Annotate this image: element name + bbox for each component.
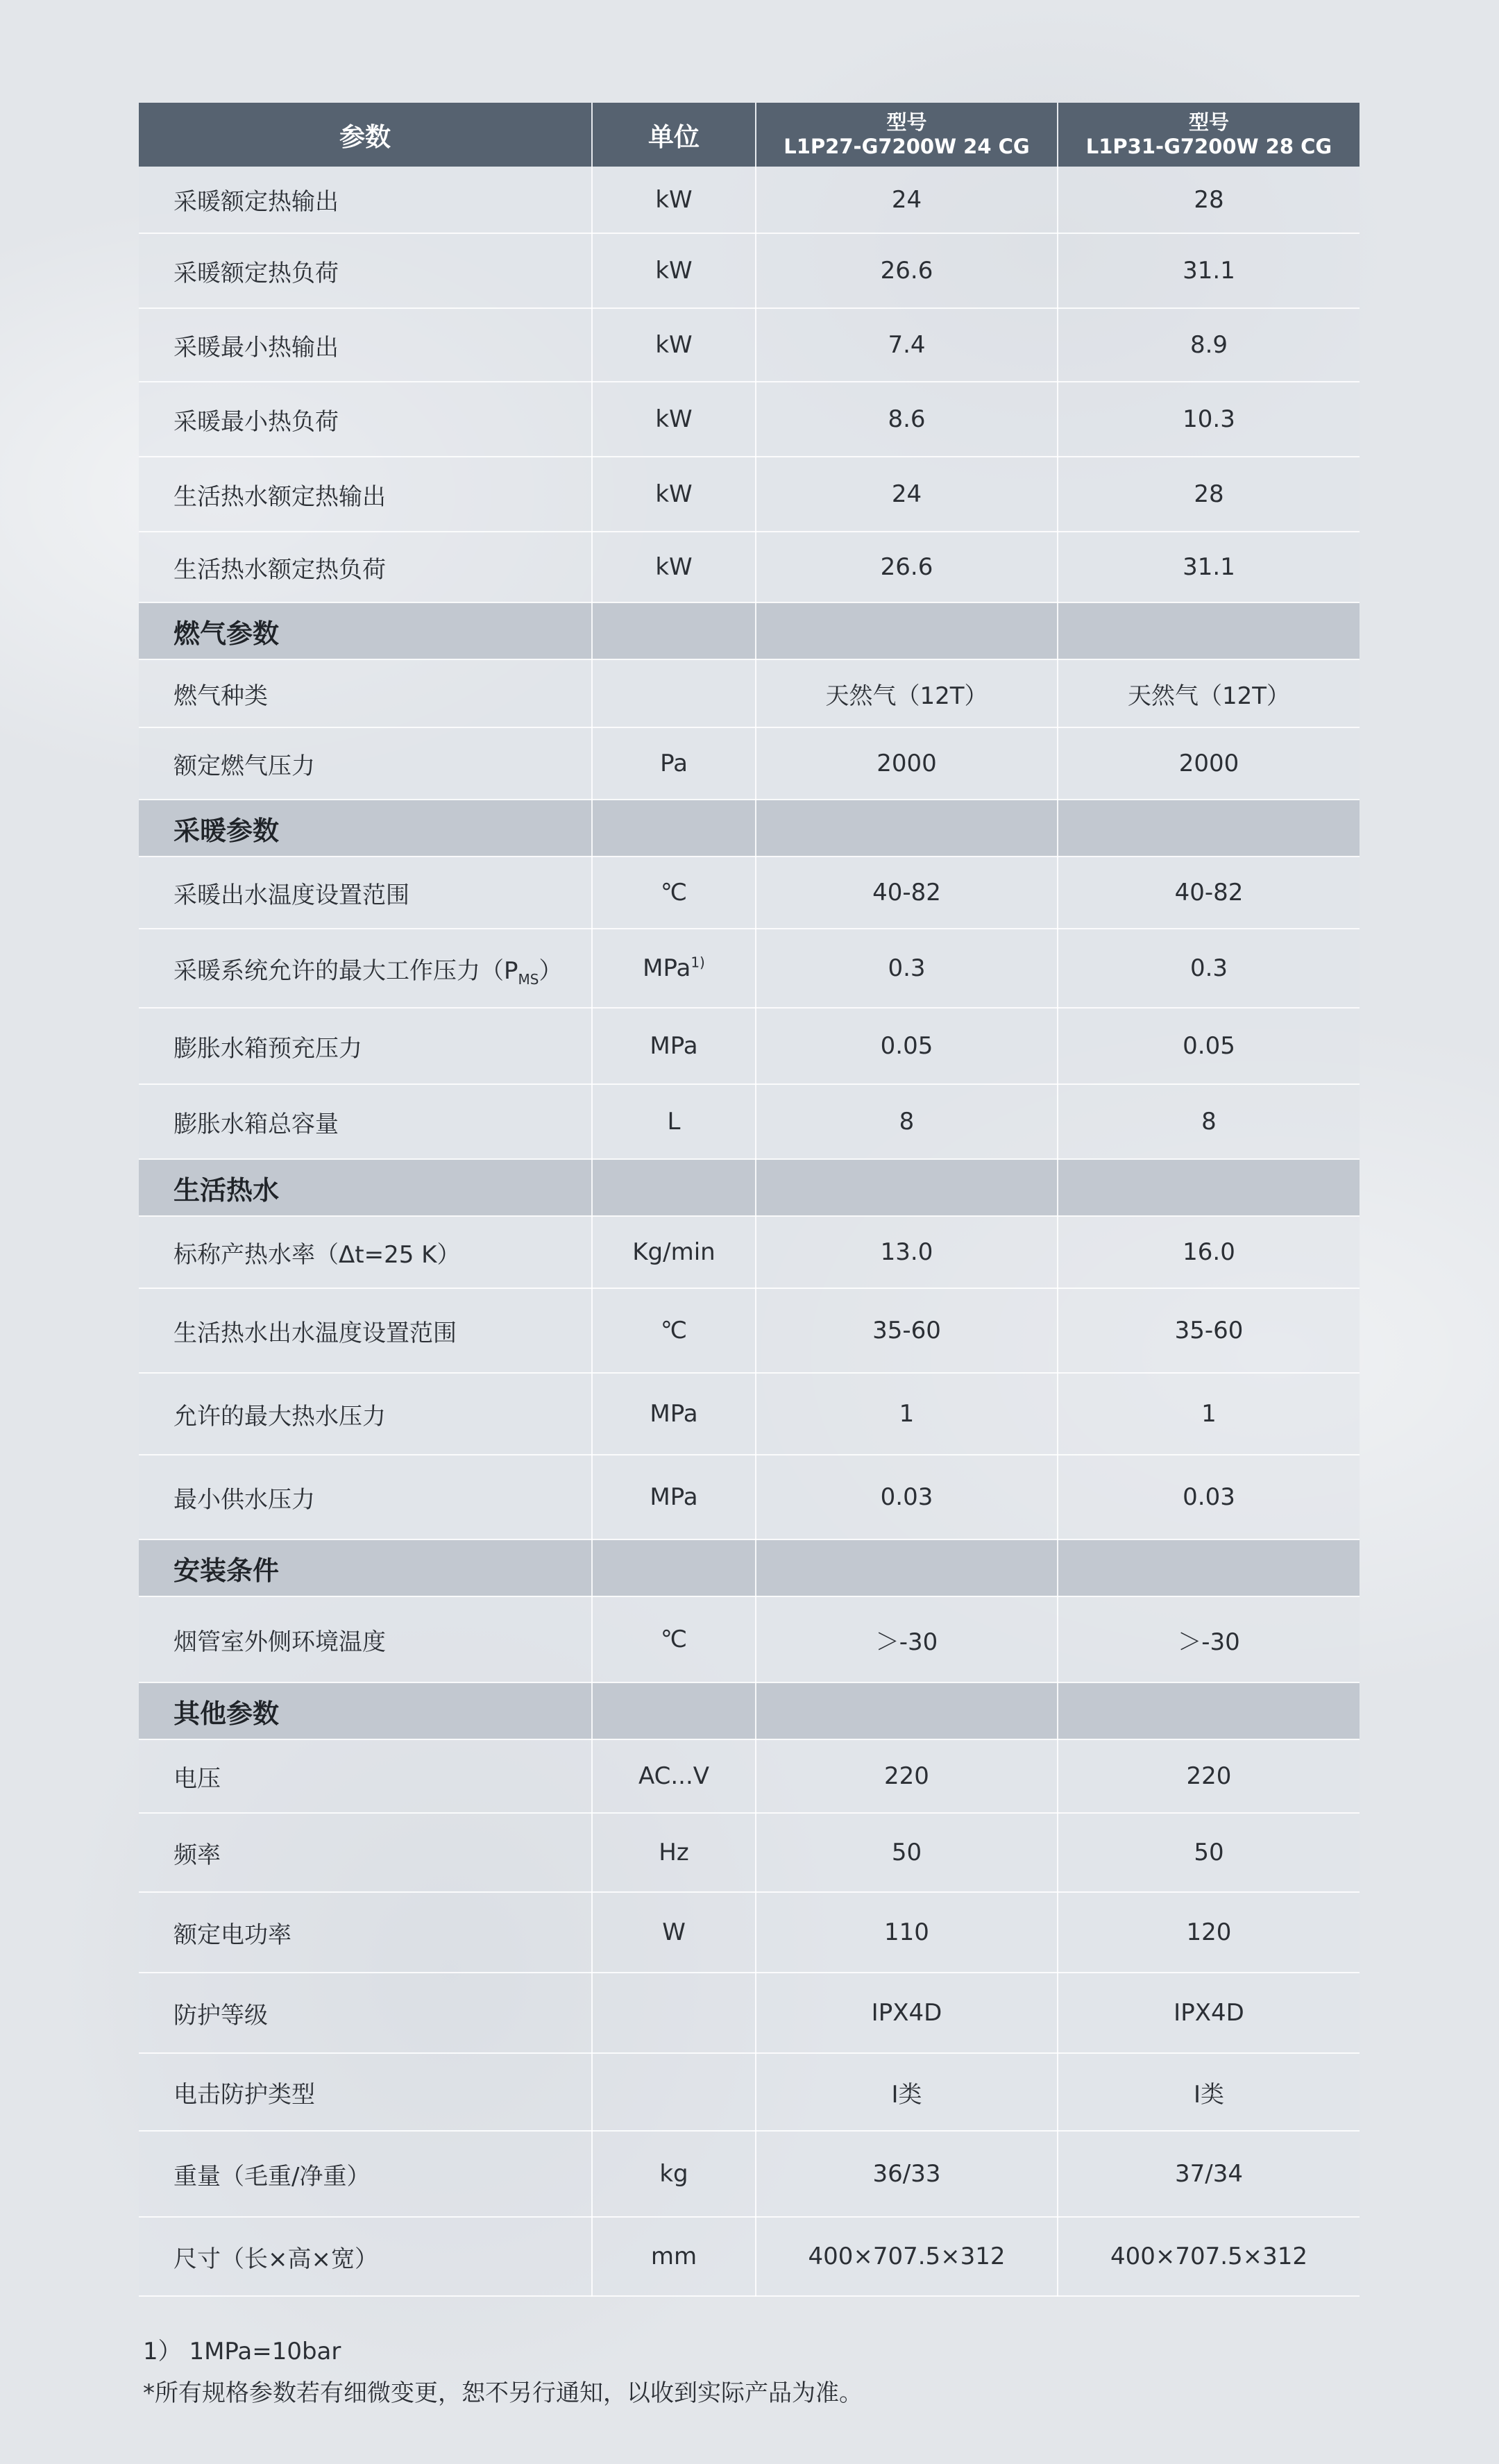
param-name-text: 防护等级 (173, 2001, 268, 2030)
unit-text: kW (655, 480, 693, 508)
unit-cell (592, 857, 756, 929)
param-name-text: 采暖系统允许的最大工作压力（P (173, 956, 518, 985)
section-title: 燃气参数 (139, 602, 592, 659)
section-empty-cell (756, 800, 1058, 857)
value-model-a: 0.3 (756, 929, 1058, 1008)
value-model-b: IPX4D (1058, 1973, 1360, 2053)
table-row (139, 727, 1360, 800)
model-name: L1P27-G7200W 24 CG (784, 135, 1030, 158)
table-row (139, 1216, 1360, 1288)
param-name (139, 233, 592, 308)
unit-text: Pa (660, 750, 688, 777)
unit-cell (592, 727, 756, 800)
section-empty-cell (592, 800, 756, 857)
unit-text: L (667, 1108, 681, 1136)
table-row (139, 659, 1360, 727)
model-label: 型号 (886, 110, 927, 134)
param-name (139, 1892, 592, 1973)
param-name (139, 1084, 592, 1159)
unit-text: MPa (650, 1483, 698, 1511)
param-name (139, 1596, 592, 1682)
unit-cell (592, 2131, 756, 2217)
value-model-a: 天然气（12T） (756, 659, 1058, 727)
param-name (139, 2131, 592, 2217)
table-row (139, 2131, 1360, 2217)
section-empty-cell (756, 1159, 1058, 1216)
param-name (139, 1373, 592, 1455)
param-name-text: 额定燃气压力 (173, 752, 315, 780)
param-name-text: 最小供水压力 (173, 1485, 315, 1514)
value-model-b: 0.05 (1058, 1008, 1360, 1084)
unit-cell (592, 1596, 756, 1682)
param-name (139, 1973, 592, 2053)
unit-text: AC...V (638, 1762, 710, 1790)
unit-text: kW (655, 257, 693, 285)
section-empty-cell (592, 1159, 756, 1216)
header-model-b (1058, 103, 1360, 167)
table-row (139, 308, 1360, 382)
unit-cell (592, 1373, 756, 1455)
value-model-b: I类 (1058, 2053, 1360, 2131)
unit-cell (592, 1455, 756, 1539)
param-name (139, 1739, 592, 1813)
section-empty-cell (1058, 800, 1360, 857)
value-model-b: 35-60 (1058, 1288, 1360, 1373)
unit-cell (592, 1008, 756, 1084)
table-row (139, 167, 1360, 233)
param-name-text: 采暖最小热负荷 (173, 407, 339, 436)
table-row (139, 1973, 1360, 2053)
section-row (139, 1159, 1360, 1216)
param-name (139, 727, 592, 800)
value-model-a: I类 (756, 2053, 1058, 2131)
param-name-text: 生活热水出水温度设置范围 (173, 1319, 457, 1347)
unit-cell (592, 2217, 756, 2296)
param-name (139, 167, 592, 233)
value-model-a: 50 (756, 1813, 1058, 1892)
param-name-text: 膨胀水箱预充压力 (173, 1034, 362, 1063)
section-title: 生活热水 (139, 1159, 592, 1216)
table-row (139, 1892, 1360, 1973)
table-row (139, 457, 1360, 532)
section-empty-cell (756, 1682, 1058, 1739)
section-empty-cell (592, 602, 756, 659)
value-model-a: 26.6 (756, 233, 1058, 308)
param-name (139, 532, 592, 602)
section-row (139, 800, 1360, 857)
value-model-b: 220 (1058, 1739, 1360, 1813)
notes (143, 2331, 863, 2414)
param-name-end: ） (539, 956, 563, 985)
unit-cell (592, 1973, 756, 2053)
param-name-text: 尺寸（长×高×宽） (173, 2245, 378, 2273)
unit-cell (592, 659, 756, 727)
model-name: L1P31-G7200W 28 CG (1085, 135, 1332, 158)
value-model-b: 16.0 (1058, 1216, 1360, 1288)
param-name (139, 382, 592, 457)
table-row (139, 857, 1360, 929)
section-title: 其他参数 (139, 1682, 592, 1739)
param-name-text: 电压 (173, 1764, 221, 1793)
value-model-b: 37/34 (1058, 2131, 1360, 2217)
value-model-b: 50 (1058, 1813, 1360, 1892)
table-row (139, 1288, 1360, 1373)
param-name-text: 生活热水额定热输出 (173, 482, 386, 511)
param-name (139, 1455, 592, 1539)
table-row (139, 532, 1360, 602)
param-name-text: 电击防护类型 (173, 2080, 315, 2109)
value-model-b: 400×707.5×312 (1058, 2217, 1360, 2296)
unit-cell (592, 308, 756, 382)
unit-cell (592, 1216, 756, 1288)
value-model-a: 7.4 (756, 308, 1058, 382)
param-name-text: 采暖出水温度设置范围 (173, 881, 409, 909)
value-model-b: 0.3 (1058, 929, 1360, 1008)
unit-cell (592, 382, 756, 457)
table-row (139, 382, 1360, 457)
section-empty-cell (1058, 1159, 1360, 1216)
header-model-a (756, 103, 1058, 167)
param-name (139, 857, 592, 929)
model-label: 型号 (1188, 110, 1229, 134)
param-name (139, 1008, 592, 1084)
section-row (139, 602, 1360, 659)
value-model-a: 0.05 (756, 1008, 1058, 1084)
unit-cell (592, 1813, 756, 1892)
value-model-a: 40-82 (756, 857, 1058, 929)
unit-cell (592, 167, 756, 233)
value-model-b: 31.1 (1058, 233, 1360, 308)
value-model-b: 28 (1058, 457, 1360, 532)
unit-text: mm (650, 2243, 697, 2270)
unit-text: kW (655, 553, 693, 581)
value-model-b: 2000 (1058, 727, 1360, 800)
param-name-text: 燃气种类 (173, 682, 268, 710)
unit-text: Kg/min (632, 1238, 715, 1266)
value-model-b: 0.03 (1058, 1455, 1360, 1539)
footnote: 1） 1MPa=10bar (143, 2338, 341, 2365)
unit-text: kg (659, 2160, 688, 2188)
param-name-text: 采暖额定热输出 (173, 188, 339, 216)
value-model-b: 28 (1058, 167, 1360, 233)
param-name (139, 308, 592, 382)
header-unit: 单位 (592, 103, 756, 167)
param-name-subscript: MS (518, 970, 539, 988)
section-row (139, 1539, 1360, 1596)
value-model-b: 31.1 (1058, 532, 1360, 602)
table-row (139, 1596, 1360, 1682)
value-model-a: 13.0 (756, 1216, 1058, 1288)
value-model-b: 120 (1058, 1892, 1360, 1973)
param-name (139, 1288, 592, 1373)
param-name-text: 额定电功率 (173, 1921, 291, 1949)
section-row (139, 1682, 1360, 1739)
table-body (139, 167, 1360, 2296)
unit-text: ℃ (660, 1317, 688, 1344)
unit-text: W (662, 1918, 686, 1946)
header-param: 参数 (139, 103, 592, 167)
table-row (139, 1008, 1360, 1084)
unit-text: kW (655, 405, 693, 433)
unit-cell (592, 532, 756, 602)
unit-cell (592, 233, 756, 308)
section-empty-cell (1058, 1539, 1360, 1596)
table-row (139, 1813, 1360, 1892)
param-name-text: 允许的最大热水压力 (173, 1402, 386, 1431)
value-model-a: 26.6 (756, 532, 1058, 602)
param-name-text: 烟管室外侧环境温度 (173, 1628, 386, 1656)
unit-text: ℃ (660, 879, 688, 906)
table-row (139, 1373, 1360, 1455)
param-name (139, 2217, 592, 2296)
unit-text: kW (655, 331, 693, 359)
table-row (139, 1084, 1360, 1159)
value-model-b: 40-82 (1058, 857, 1360, 929)
table-header (139, 103, 1360, 167)
value-model-a: 1 (756, 1373, 1058, 1455)
param-name-text: 膨胀水箱总容量 (173, 1110, 339, 1138)
param-name-text: 标称产热水率（Δt=25 K） (173, 1240, 461, 1269)
section-title: 采暖参数 (139, 800, 592, 857)
param-name-text: 采暖额定热负荷 (173, 259, 339, 287)
unit-cell (592, 457, 756, 532)
section-empty-cell (756, 602, 1058, 659)
unit-text: Hz (659, 1839, 689, 1866)
unit-cell (592, 929, 756, 1008)
unit-cell (592, 2053, 756, 2131)
param-name (139, 929, 592, 1008)
value-model-b: 8 (1058, 1084, 1360, 1159)
unit-cell (592, 1084, 756, 1159)
table-row (139, 2053, 1360, 2131)
value-model-a: 8 (756, 1084, 1058, 1159)
section-title: 安装条件 (139, 1539, 592, 1596)
unit-text: kW (655, 185, 693, 214)
unit-footnote-marker: 1) (691, 954, 705, 971)
value-model-a: 110 (756, 1892, 1058, 1973)
unit-cell (592, 1288, 756, 1373)
section-empty-cell (1058, 1682, 1360, 1739)
value-model-b: 天然气（12T） (1058, 659, 1360, 727)
value-model-a: 35-60 (756, 1288, 1058, 1373)
param-name (139, 659, 592, 727)
unit-text: MPa (650, 1400, 698, 1428)
value-model-a: 24 (756, 457, 1058, 532)
param-name (139, 1216, 592, 1288)
section-empty-cell (592, 1682, 756, 1739)
value-model-a: 24 (756, 167, 1058, 233)
param-name (139, 457, 592, 532)
value-model-b: ＞-30 (1058, 1596, 1360, 1682)
value-model-a: 8.6 (756, 382, 1058, 457)
unit-text: MPa (643, 954, 691, 982)
value-model-a: IPX4D (756, 1973, 1058, 2053)
value-model-b: 8.9 (1058, 308, 1360, 382)
disclaimer: *所有规格参数若有细微变更，恕不另行通知，以收到实际产品为准。 (143, 2379, 863, 2407)
value-model-b: 1 (1058, 1373, 1360, 1455)
unit-text: ℃ (660, 1626, 688, 1653)
section-empty-cell (1058, 602, 1360, 659)
value-model-a: 220 (756, 1739, 1058, 1813)
table-row (139, 233, 1360, 308)
value-model-a: ＞-30 (756, 1596, 1058, 1682)
table-row (139, 1739, 1360, 1813)
unit-cell (592, 1892, 756, 1973)
table-row (139, 1455, 1360, 1539)
param-name-text: 频率 (173, 1841, 221, 1869)
param-name (139, 2053, 592, 2131)
unit-cell (592, 1739, 756, 1813)
value-model-a: 400×707.5×312 (756, 2217, 1058, 2296)
param-name-text: 重量（毛重/净重） (173, 2162, 371, 2191)
section-empty-cell (756, 1539, 1058, 1596)
value-model-a: 2000 (756, 727, 1058, 800)
value-model-a: 36/33 (756, 2131, 1058, 2217)
param-name-text: 生活热水额定热负荷 (173, 555, 386, 584)
table-row (139, 2217, 1360, 2296)
value-model-b: 10.3 (1058, 382, 1360, 457)
spec-table (139, 103, 1360, 2297)
value-model-a: 0.03 (756, 1455, 1058, 1539)
param-name-text: 采暖最小热输出 (173, 333, 339, 362)
table-row (139, 929, 1360, 1008)
param-name (139, 1813, 592, 1892)
unit-text: MPa (650, 1032, 698, 1060)
section-empty-cell (592, 1539, 756, 1596)
